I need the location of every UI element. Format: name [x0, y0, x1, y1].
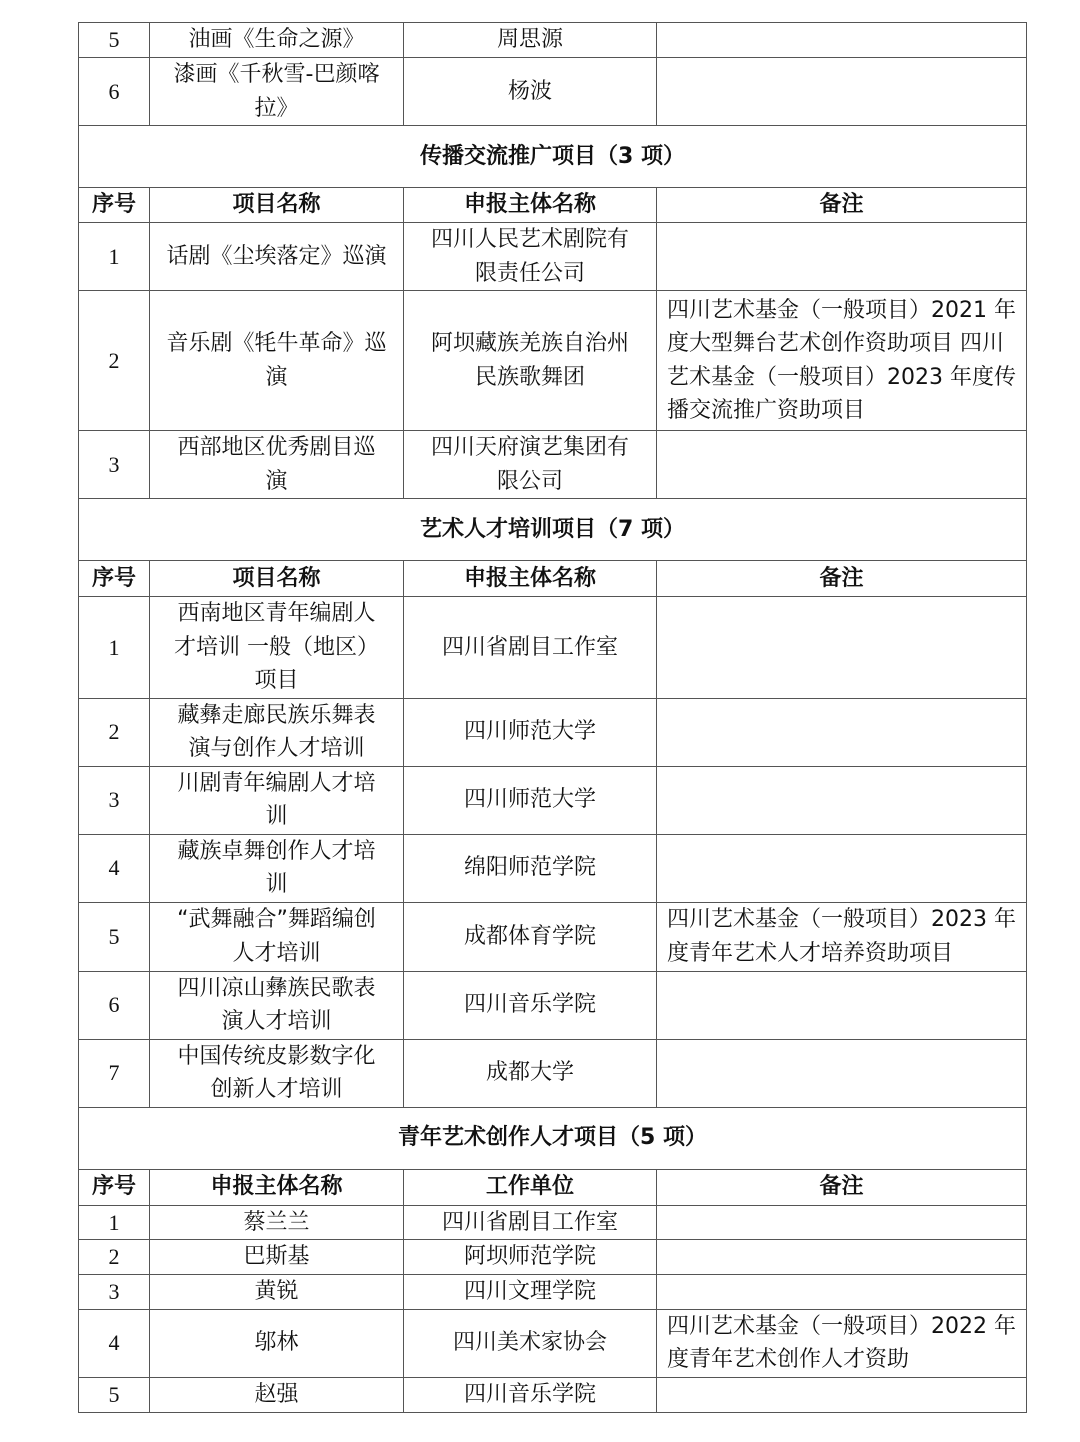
col-header-name: 项目名称 [150, 188, 404, 223]
section-title: 传播交流推广项目（3 项） [79, 126, 1027, 188]
remark [657, 834, 1027, 902]
applicant-name: 巴斯基 [150, 1240, 404, 1275]
applicant-name: 绵阳师范学院 [404, 834, 657, 902]
table-row [79, 223, 1027, 291]
workplace: 四川音乐学院 [404, 1377, 657, 1412]
row-number: 5 [79, 23, 150, 58]
table-row [79, 1309, 1027, 1377]
remark [657, 1275, 1027, 1310]
remark [657, 1205, 1027, 1240]
section-title-row [79, 1107, 1027, 1169]
funding-table [78, 22, 1027, 1413]
table-row [79, 1205, 1027, 1240]
row-number: 5 [79, 902, 150, 971]
col-header-applicant: 申报主体名称 [404, 561, 657, 597]
project-name: 漆画《千秋雪-巴颜喀拉》 [150, 58, 404, 126]
applicant-name: 四川天府演艺集团有限公司 [404, 431, 657, 499]
workplace: 四川省剧目工作室 [404, 1205, 657, 1240]
project-name: 藏族卓舞创作人才培训 [150, 834, 404, 902]
project-name: “武舞融合”舞蹈编创人才培训 [150, 902, 404, 971]
remark [657, 766, 1027, 834]
col-header-no: 序号 [79, 1169, 150, 1205]
project-name: 川剧青年编剧人才培训 [150, 766, 404, 834]
row-number: 1 [79, 223, 150, 291]
project-name: 西部地区优秀剧目巡演 [150, 431, 404, 499]
header-row [79, 188, 1027, 223]
remark [657, 58, 1027, 126]
col-header-no: 序号 [79, 188, 150, 223]
applicant-name: 四川音乐学院 [404, 971, 657, 1039]
project-name: 西南地区青年编剧人才培训 一般（地区）项目 [150, 597, 404, 699]
workplace: 四川美术家协会 [404, 1309, 657, 1377]
applicant-name: 四川师范大学 [404, 698, 657, 766]
col-header-applicant: 申报主体名称 [150, 1169, 404, 1205]
table-row [79, 902, 1027, 971]
row-number: 6 [79, 58, 150, 126]
applicant-name: 四川师范大学 [404, 766, 657, 834]
section-title: 青年艺术创作人才项目（5 项） [79, 1107, 1027, 1169]
row-number: 1 [79, 597, 150, 699]
applicant-name: 赵强 [150, 1377, 404, 1412]
row-number: 7 [79, 1039, 150, 1107]
applicant-name: 邬林 [150, 1309, 404, 1377]
row-number: 6 [79, 971, 150, 1039]
row-number: 1 [79, 1205, 150, 1240]
applicant-name: 蔡兰兰 [150, 1205, 404, 1240]
table-row [79, 1240, 1027, 1275]
remark: 四川艺术基金（一般项目）2021 年度大型舞台艺术创作资助项目 四川艺术基金（一般项目）2023 年度传播交流推广资助项目 [657, 291, 1027, 431]
applicant-name: 杨波 [404, 58, 657, 126]
remark [657, 223, 1027, 291]
applicant-name: 阿坝藏族羌族自治州民族歌舞团 [404, 291, 657, 431]
col-header-remark: 备注 [657, 1169, 1027, 1205]
remark [657, 971, 1027, 1039]
project-name: 话剧《尘埃落定》巡演 [150, 223, 404, 291]
table-row [79, 1275, 1027, 1310]
row-number: 3 [79, 766, 150, 834]
document-page [78, 22, 1026, 1413]
table-row [79, 834, 1027, 902]
table-row [79, 58, 1027, 126]
applicant-name: 四川省剧目工作室 [404, 597, 657, 699]
header-row [79, 1169, 1027, 1205]
remark: 四川艺术基金（一般项目）2023 年度青年艺术人才培养资助项目 [657, 902, 1027, 971]
workplace: 阿坝师范学院 [404, 1240, 657, 1275]
table-row [79, 766, 1027, 834]
table-row [79, 431, 1027, 499]
row-number: 2 [79, 291, 150, 431]
remark [657, 698, 1027, 766]
project-name: 藏彝走廊民族乐舞表演与创作人才培训 [150, 698, 404, 766]
col-header-name: 项目名称 [150, 561, 404, 597]
row-number: 4 [79, 834, 150, 902]
project-name: 四川凉山彝族民歌表演人才培训 [150, 971, 404, 1039]
applicant-name: 黄锐 [150, 1275, 404, 1310]
col-header-no: 序号 [79, 561, 150, 597]
col-header-workplace: 工作单位 [404, 1169, 657, 1205]
row-number: 3 [79, 431, 150, 499]
section-title: 艺术人才培训项目（7 项） [79, 499, 1027, 561]
applicant-name: 成都大学 [404, 1039, 657, 1107]
project-name: 中国传统皮影数字化创新人才培训 [150, 1039, 404, 1107]
col-header-remark: 备注 [657, 561, 1027, 597]
table-row [79, 1039, 1027, 1107]
table-row [79, 597, 1027, 699]
col-header-applicant: 申报主体名称 [404, 188, 657, 223]
project-name: 音乐剧《牦牛革命》巡演 [150, 291, 404, 431]
table-row [79, 698, 1027, 766]
row-number: 2 [79, 698, 150, 766]
applicant-name: 周思源 [404, 23, 657, 58]
remark [657, 431, 1027, 499]
remark: 四川艺术基金（一般项目）2022 年度青年艺术创作人才资助 [657, 1309, 1027, 1377]
applicant-name: 四川人民艺术剧院有限责任公司 [404, 223, 657, 291]
remark [657, 1377, 1027, 1412]
row-number: 2 [79, 1240, 150, 1275]
table-row [79, 971, 1027, 1039]
section-title-row [79, 499, 1027, 561]
table-row [79, 291, 1027, 431]
header-row [79, 561, 1027, 597]
row-number: 5 [79, 1377, 150, 1412]
remark [657, 23, 1027, 58]
section-title-row [79, 126, 1027, 188]
table-row [79, 1377, 1027, 1412]
project-name: 油画《生命之源》 [150, 23, 404, 58]
remark [657, 1039, 1027, 1107]
row-number: 3 [79, 1275, 150, 1310]
workplace: 四川文理学院 [404, 1275, 657, 1310]
col-header-remark: 备注 [657, 188, 1027, 223]
remark [657, 597, 1027, 699]
applicant-name: 成都体育学院 [404, 902, 657, 971]
remark [657, 1240, 1027, 1275]
table-row [79, 23, 1027, 58]
row-number: 4 [79, 1309, 150, 1377]
